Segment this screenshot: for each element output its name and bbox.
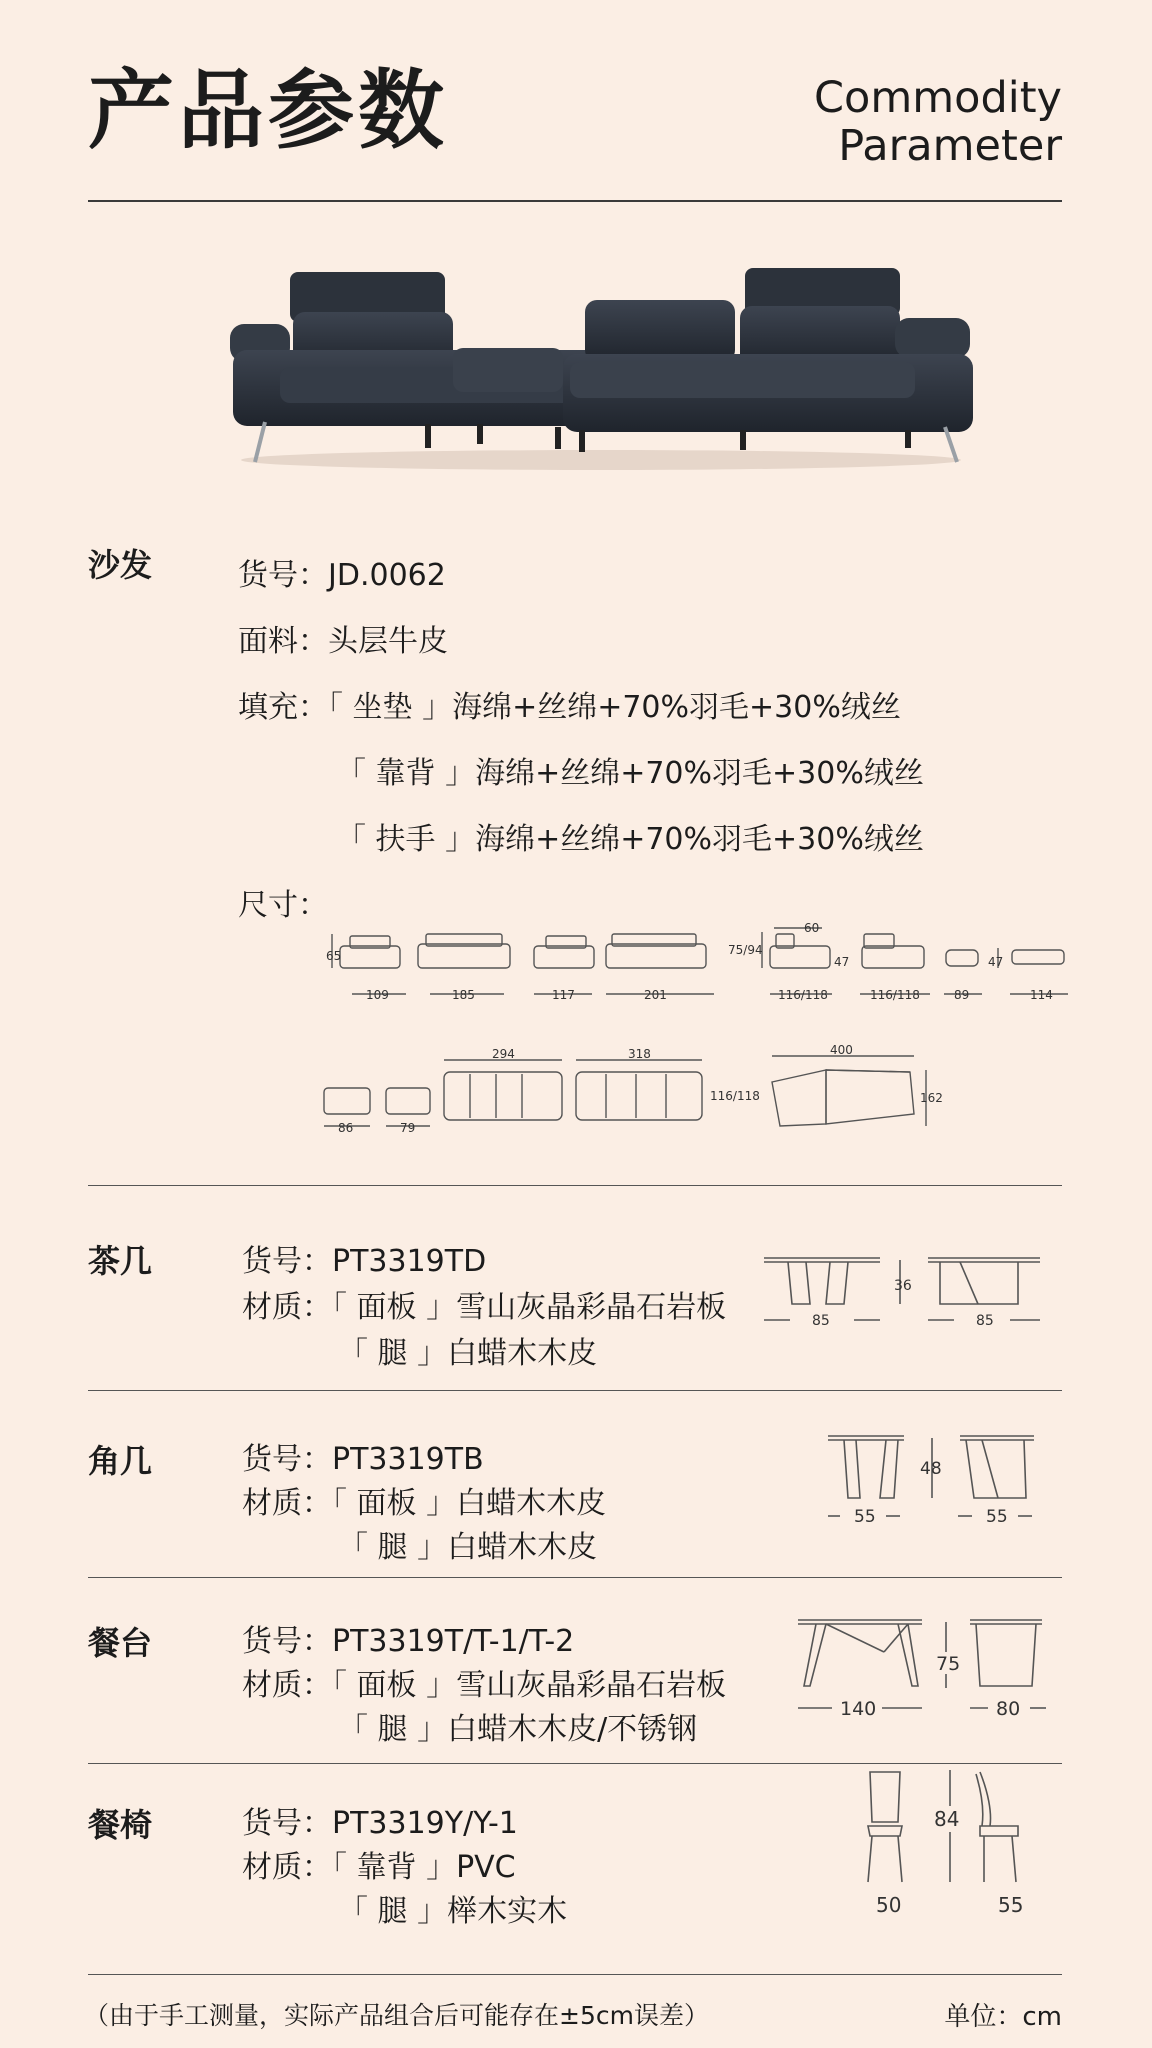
dining-chair-code: PT3319Y/Y-1 [332, 1806, 518, 1841]
sofa-fill-key: 填充： [238, 690, 328, 725]
dining-table-mat-2: 「 腿 」白蜡木木皮/不锈钢 [338, 1712, 698, 1747]
dim-label: 318 [628, 1047, 651, 1061]
dining-chair-mat-1: 「 靠背 」PVC [332, 1850, 516, 1885]
dim-label: 84 [934, 1807, 960, 1831]
sofa-size-key: 尺寸： [238, 888, 328, 923]
dim-label: 36 [894, 1278, 912, 1294]
dining-table-mat-1: 「 面板 」雪山灰晶彩晶石岩板 [332, 1668, 727, 1703]
dim-label: 89 [954, 988, 970, 1002]
dim-label: 109 [366, 988, 389, 1002]
dim-label: 48 [920, 1459, 942, 1479]
tea-table-diagram [760, 1250, 1050, 1330]
dim-label: 65 [326, 949, 342, 963]
dining-chair-code-line [242, 1798, 518, 1842]
dining-chair-mat-key: 材质： [242, 1850, 332, 1885]
dim-label: 116/118 [778, 988, 828, 1002]
tea-table-code-key: 货号： [242, 1244, 332, 1279]
side-table-code-line [242, 1434, 484, 1478]
dining-chair-code-key: 货号： [242, 1806, 332, 1841]
dining-table-code: PT3319T/T-1/T-2 [332, 1624, 575, 1659]
divider [88, 1577, 1062, 1578]
footer-unit: 单位：cm [944, 2002, 1062, 2032]
tea-table-code-line [242, 1236, 486, 1280]
dim-label: 140 [840, 1698, 877, 1720]
dim-label: 55 [998, 1893, 1024, 1917]
dim-label: 60 [804, 921, 820, 935]
dim-label: 85 [812, 1313, 830, 1329]
dim-label: 47 [988, 955, 1004, 969]
footer-note: （由于手工测量，实际产品组合后可能存在±5cm误差） [84, 2001, 709, 2030]
sofa-fill-line [238, 682, 901, 726]
title-en-line1: Commodity [814, 73, 1062, 123]
dim-label: 162 [920, 1091, 943, 1105]
dim-label: 114 [1030, 988, 1053, 1002]
section-label-dining-chair: 餐椅 [88, 1806, 153, 1844]
section-label-side-table: 角几 [88, 1442, 153, 1480]
dim-label: 201 [644, 988, 667, 1002]
dining-table-code-key: 货号： [242, 1624, 332, 1659]
dim-label: 86 [338, 1121, 354, 1135]
sofa-code-key: 货号： [238, 558, 328, 593]
sofa-fabric-key: 面料： [238, 624, 328, 659]
dining-table-mat-key: 材质： [242, 1668, 332, 1703]
tea-table-mat-line [242, 1282, 726, 1326]
sofa-code: JD.0062 [328, 558, 446, 593]
page-title: 产品参数 [88, 61, 448, 161]
sofa-fill-3: 「 扶手 」海绵+丝绵+70%羽毛+30%绒丝 [336, 822, 924, 857]
dim-label: 116/118 [710, 1089, 760, 1103]
dim-label: 75/94 [728, 943, 763, 957]
dim-label: 80 [996, 1698, 1021, 1720]
dining-chair-mat-2: 「 腿 」榉木实木 [338, 1894, 568, 1929]
sofa-fill-2: 「 靠背 」海绵+丝绵+70%羽毛+30%绒丝 [336, 756, 924, 791]
side-table-mat-1: 「 面板 」白蜡木木皮 [332, 1486, 607, 1521]
side-table-mat-2: 「 腿 」白蜡木木皮 [338, 1530, 598, 1565]
dim-label: 185 [452, 988, 475, 1002]
divider [88, 1185, 1062, 1186]
side-table-mat-key: 材质： [242, 1486, 332, 1521]
dim-label: 47 [834, 955, 850, 969]
side-table-mat-line [242, 1478, 606, 1522]
dim-label: 117 [552, 988, 575, 1002]
dim-label: 79 [400, 1121, 416, 1135]
tea-table-mat-2: 「 腿 」白蜡木木皮 [338, 1336, 598, 1371]
dining-chair-mat-line [242, 1842, 516, 1886]
divider [88, 1390, 1062, 1391]
sofa-code-line [238, 550, 446, 594]
page-title-en [814, 74, 1062, 170]
dim-label: 400 [830, 1044, 853, 1057]
dim-label: 116/118 [870, 988, 920, 1002]
dim-label: 85 [976, 1313, 994, 1329]
dining-chair-diagram [850, 1762, 1050, 1922]
sofa-fill-1: 「 坐垫 」海绵+丝绵+70%羽毛+30%绒丝 [328, 690, 901, 725]
section-label-sofa: 沙发 [88, 546, 153, 584]
side-table-code: PT3319TB [332, 1442, 484, 1477]
sofa-photo [225, 262, 977, 474]
tea-table-mat-key: 材质： [242, 1290, 332, 1325]
dining-table-code-line [242, 1616, 574, 1660]
sofa-dims-row2 [310, 1044, 950, 1136]
dim-label: 50 [876, 1893, 902, 1917]
dining-table-diagram [790, 1612, 1050, 1722]
dim-label: 294 [492, 1047, 515, 1061]
side-table-diagram [820, 1430, 1050, 1530]
dim-label: 55 [986, 1507, 1008, 1527]
title-en-line2: Parameter [838, 121, 1062, 171]
section-label-dining-table: 餐台 [88, 1624, 153, 1662]
header-divider [88, 200, 1062, 202]
dim-label: 75 [936, 1653, 961, 1675]
tea-table-mat-1: 「 面板 」雪山灰晶彩晶石岩板 [332, 1290, 727, 1325]
sofa-dims-row1 [322, 920, 1072, 1002]
sofa-fabric: 头层牛皮 [328, 624, 448, 659]
tea-table-code: PT3319TD [332, 1244, 487, 1279]
divider [88, 1974, 1062, 1975]
section-label-tea-table: 茶几 [88, 1242, 153, 1280]
dining-table-mat-line [242, 1660, 726, 1704]
sofa-fabric-line [238, 616, 448, 660]
side-table-code-key: 货号： [242, 1442, 332, 1477]
dim-label: 55 [854, 1507, 876, 1527]
